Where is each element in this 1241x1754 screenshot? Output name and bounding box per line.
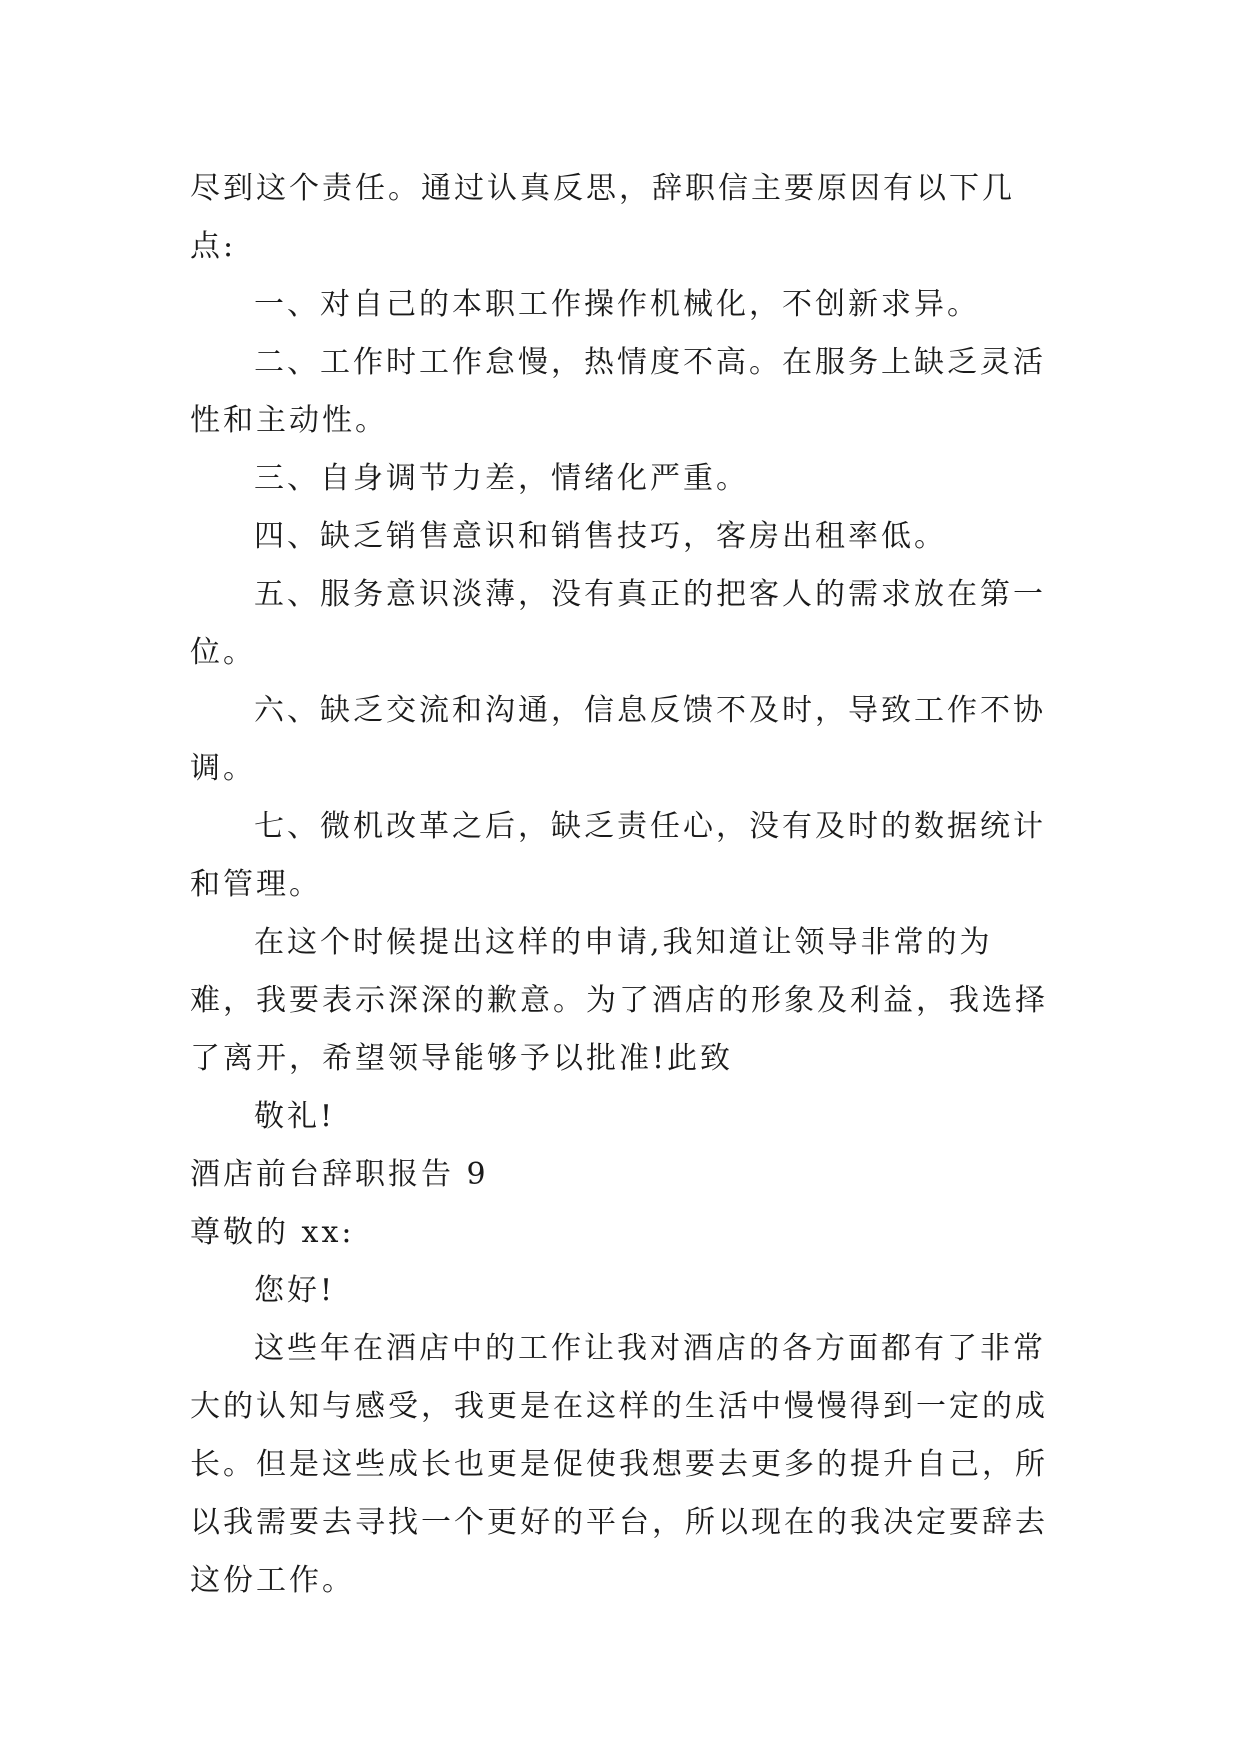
letter-recipient: 尊敬的 xx: [190,1215,355,1250]
document-body [190,160,1055,1610]
paragraph-reason-3: 三、自身调节力差，情绪化严重。 [254,461,749,496]
paragraph-reason-1: 一、对自己的本职工作操作机械化，不创新求异。 [254,287,980,322]
paragraph-continuation: 尽到这个责任。通过认真反思，辞职信主要原因有以下几点: [190,171,1015,264]
paragraph-reason-7: 七、微机改革之后，缺乏责任心，没有及时的数据统计和管理。 [190,809,1046,902]
paragraph-reason-5: 五、服务意识淡薄，没有真正的把客人的需求放在第一位。 [190,577,1046,670]
paragraph-reason-4: 四、缺乏销售意识和销售技巧，客房出租率低。 [254,519,947,554]
letter-greeting: 您好! [254,1273,336,1308]
paragraph-body: 这些年在酒店中的工作让我对酒店的各方面都有了非常大的认知与感受，我更是在这样的生活中慢慢得到一定的成长。但是这些成长也更是促使我想要去更多的提升自己，所以我需要去寻找一个更好的平台，所以现在的我决定要辞去这份工作。 [190,1331,1048,1598]
paragraph-apology: 在这个时候提出这样的申请,我知道让领导非常的为难，我要表示深深的歉意。为了酒店的形象及利益，我选择了离开，希望领导能够予以批准!此致 [190,925,1048,1076]
paragraph-reason-2: 二、工作时工作怠慢，热情度不高。在服务上缺乏灵活性和主动性。 [190,345,1046,438]
section-heading: 酒店前台辞职报告 9 [190,1157,489,1192]
paragraph-salutation-closing: 敬礼! [254,1099,336,1134]
paragraph-reason-6: 六、缺乏交流和沟通，信息反馈不及时，导致工作不协调。 [190,693,1046,786]
